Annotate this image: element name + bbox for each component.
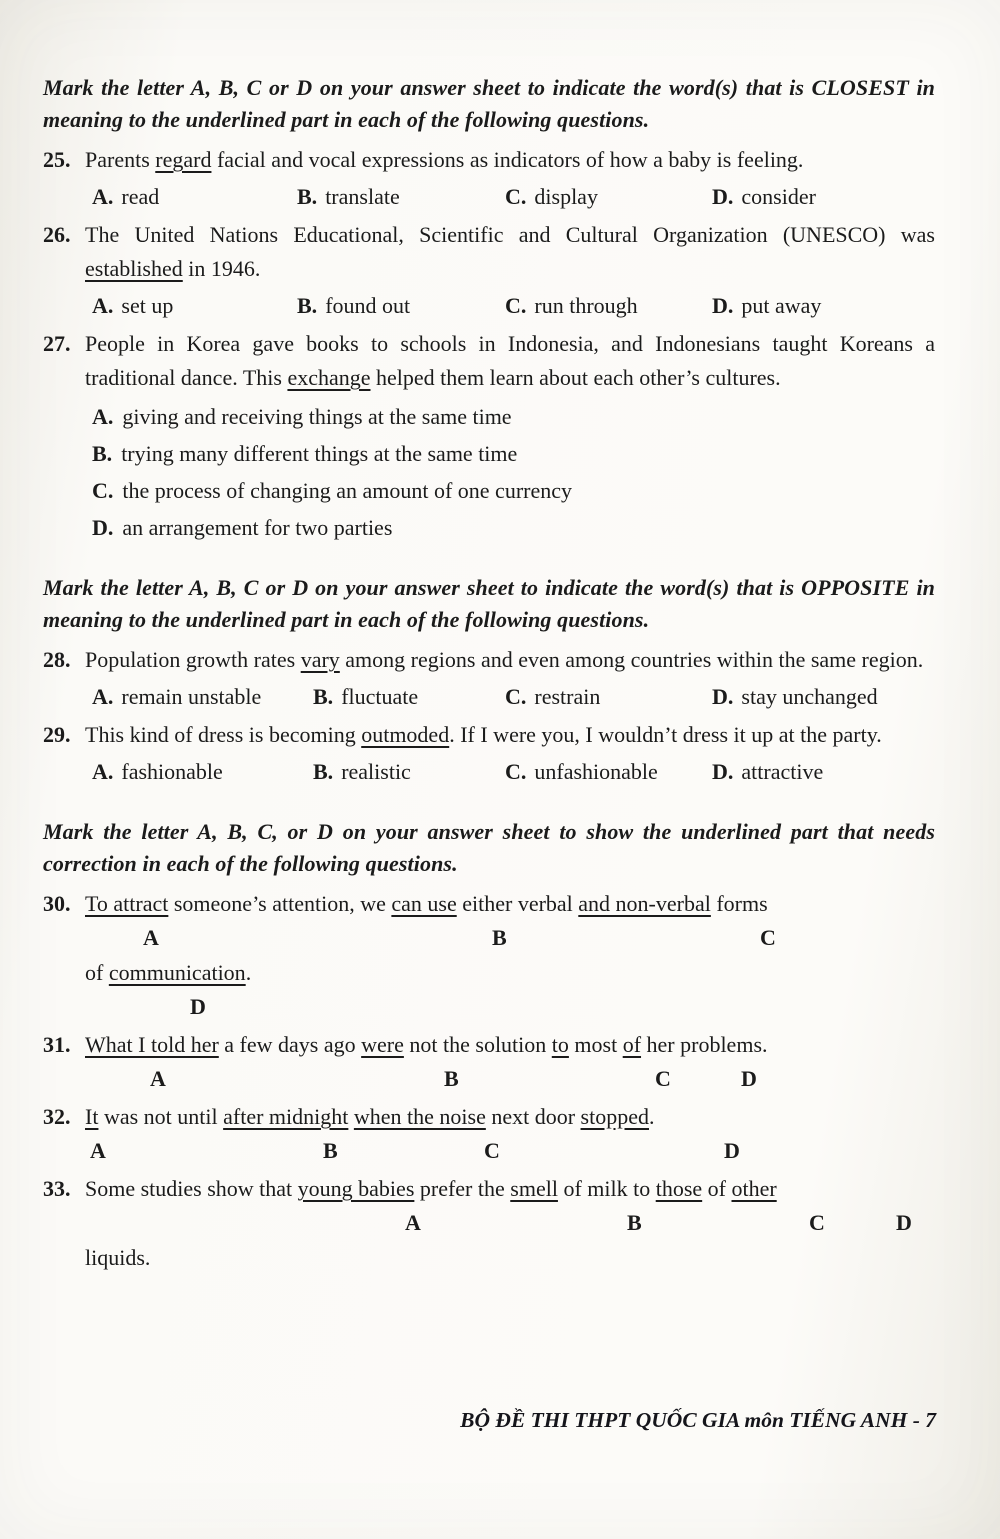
option-text-b: translate — [325, 184, 400, 209]
question-33-tail: liquids. — [85, 1245, 151, 1270]
marker-c: C — [809, 1210, 825, 1235]
option-text-c: display — [534, 184, 598, 209]
question-31-number: 31. — [43, 1032, 71, 1057]
underlined-text: What I told her — [85, 1032, 219, 1057]
underlined-text: regard — [155, 147, 212, 172]
underlined-text: to — [551, 1032, 569, 1057]
option-text-d: attractive — [741, 759, 824, 784]
marker-b: B — [627, 1210, 642, 1235]
text-segment: of — [702, 1176, 732, 1201]
question-29-option-a — [92, 755, 223, 789]
marker-b: B — [492, 925, 507, 950]
marker-a: A — [405, 1210, 421, 1235]
question-31 — [43, 1028, 935, 1097]
question-29-option-b — [313, 755, 411, 789]
marker-d: D — [190, 994, 206, 1019]
option-text-b: realistic — [341, 759, 411, 784]
text-segment: Population growth rates — [85, 647, 301, 672]
text-segment: Some studies show that — [85, 1176, 298, 1201]
text-segment: Parents — [85, 147, 156, 172]
marker-a: A — [150, 1066, 166, 1091]
underlined-text: outmoded — [361, 722, 450, 747]
text-segment: her problems. — [641, 1032, 768, 1057]
text-segment: prefer the — [414, 1176, 511, 1201]
section-opposite-instruction: Mark the letter A, B, C or D on your answer sheet to indicate the word(s) that is OPPOSITE in meaning to the underlined part in each of the following questions. — [43, 575, 935, 632]
question-29-option-c — [505, 755, 658, 789]
question-27-number: 27. — [43, 331, 71, 356]
section-correction — [43, 816, 935, 1275]
text-segment: was not until — [98, 1104, 224, 1129]
option-text-a: read — [121, 184, 160, 209]
question-28 — [43, 643, 935, 715]
question-27-option-d — [92, 509, 935, 546]
text-segment: either verbal — [456, 891, 579, 916]
question-28-option-b — [313, 680, 418, 714]
marker-d: D — [896, 1210, 912, 1235]
option-label-a: A. — [92, 404, 114, 429]
option-label-d: D. — [712, 759, 734, 784]
text-segment: This kind of dress is becoming — [85, 722, 362, 747]
question-25-option-b — [297, 180, 400, 214]
option-text-a: giving and receiving things at the same time — [122, 404, 512, 429]
option-label-b: B. — [92, 441, 113, 466]
section-opposite — [43, 572, 935, 790]
text-segment: among regions and even among countries within the same region. — [339, 647, 924, 672]
question-27-text — [85, 327, 935, 395]
question-32-number: 32. — [43, 1104, 71, 1129]
question-28-text — [85, 643, 935, 677]
underlined-text: smell — [510, 1176, 558, 1201]
marker-a: A — [143, 925, 159, 950]
marker-c: C — [760, 925, 776, 950]
text-segment: . — [649, 1104, 655, 1129]
question-30-markers-line2 — [85, 990, 935, 1025]
question-32 — [43, 1100, 935, 1169]
question-29-option-d — [712, 755, 823, 789]
question-33-markers — [85, 1206, 935, 1241]
question-29-number: 29. — [43, 722, 71, 747]
option-text-c: restrain — [534, 684, 601, 709]
text-segment: not the solution — [403, 1032, 552, 1057]
text-segment: . — [245, 960, 252, 985]
text-segment: helped them learn about each other’s cultures. — [370, 365, 781, 390]
option-label-d: D. — [712, 684, 734, 709]
question-27-option-b — [92, 435, 935, 472]
option-text-d: stay unchanged — [741, 684, 878, 709]
question-26-options — [85, 286, 935, 324]
text-segment: facial and vocal expressions as indicators of how a baby is feeling. — [211, 147, 804, 172]
question-27-option-c — [92, 472, 935, 509]
question-31-text — [85, 1028, 935, 1062]
underlined-text: established — [85, 256, 183, 281]
underlined-text: were — [361, 1032, 404, 1057]
underlined-text: To attract — [85, 891, 169, 916]
underlined-text: It — [85, 1104, 99, 1129]
underlined-text: vary — [300, 647, 340, 672]
text-segment: of — [85, 960, 109, 985]
text-segment: in 1946. — [182, 256, 261, 281]
question-26-text — [85, 218, 935, 286]
option-label-d: D. — [712, 293, 734, 318]
underlined-text: when the noise — [353, 1104, 486, 1129]
option-text-b: found out — [325, 293, 411, 318]
marker-b: B — [444, 1066, 459, 1091]
underlined-text: of — [622, 1032, 642, 1057]
option-text-c: run through — [534, 293, 638, 318]
question-28-options — [85, 677, 935, 715]
option-text-b: trying many different things at the same time — [121, 441, 518, 466]
question-30-number: 30. — [43, 891, 71, 916]
question-25-text — [85, 143, 935, 177]
option-text-d: put away — [741, 293, 822, 318]
option-label-b: B. — [297, 293, 318, 318]
text-segment: someone’s attention, we — [168, 891, 392, 916]
option-label-a: A. — [92, 759, 114, 784]
question-32-text — [85, 1100, 935, 1134]
question-27 — [43, 327, 935, 546]
marker-b: B — [323, 1138, 338, 1163]
question-27-option-a — [92, 398, 935, 435]
question-25-number: 25. — [43, 147, 71, 172]
underlined-text: those — [655, 1176, 703, 1201]
question-28-option-a — [92, 680, 261, 714]
underlined-text: and non-verbal — [578, 891, 711, 916]
marker-d: D — [724, 1138, 740, 1163]
question-25-option-c — [505, 180, 598, 214]
option-text-c: the process of changing an amount of one currency — [122, 478, 573, 503]
section-closest-instruction: Mark the letter A, B, C or D on your answer sheet to indicate the word(s) that is CLOSEST in meaning to the underlined part in each of the following questions. — [43, 75, 935, 132]
question-25-option-a — [92, 180, 159, 214]
marker-c: C — [484, 1138, 500, 1163]
page-footer: BỘ ĐỀ THI THPT QUỐC GIA môn TIẾNG ANH - 7 — [460, 1408, 936, 1432]
marker-c: C — [655, 1066, 671, 1091]
section-correction-instruction: Mark the letter A, B, C, or D on your answer sheet to show the underlined part that needs correction in each of the following questions. — [43, 819, 935, 876]
text-segment: a few days ago — [218, 1032, 362, 1057]
option-label-a: A. — [92, 184, 114, 209]
question-26-option-a — [92, 289, 173, 323]
underlined-text: young babies — [297, 1176, 415, 1201]
option-text-a: set up — [121, 293, 174, 318]
option-label-c: C. — [505, 184, 527, 209]
question-25 — [43, 143, 935, 215]
text-segment: The United Nations Educational, Scientific and Cultural Organization (UNESCO) was — [85, 222, 935, 247]
option-text-d: consider — [741, 184, 816, 209]
question-30-text — [85, 887, 935, 921]
text-segment: forms — [710, 891, 768, 916]
option-label-c: C. — [505, 759, 527, 784]
option-label-d: D. — [712, 184, 734, 209]
underlined-text: stopped — [580, 1104, 649, 1129]
question-27-options — [92, 398, 935, 546]
question-26 — [43, 218, 935, 324]
marker-d: D — [741, 1066, 757, 1091]
underlined-text: other — [731, 1176, 777, 1201]
option-label-d: D. — [92, 515, 114, 540]
question-30 — [43, 887, 935, 1025]
question-32-markers — [85, 1134, 935, 1169]
question-28-option-c — [505, 680, 600, 714]
question-31-markers — [85, 1062, 935, 1097]
question-26-option-b — [297, 289, 410, 323]
section-closest — [43, 72, 935, 546]
question-28-option-d — [712, 680, 878, 714]
question-26-option-c — [505, 289, 638, 323]
question-29-options — [85, 752, 935, 790]
text-segment: . If I were you, I wouldn’t dress it up at the party. — [449, 722, 882, 747]
option-label-c: C. — [505, 293, 527, 318]
option-label-b: B. — [297, 184, 318, 209]
question-26-number: 26. — [43, 222, 71, 247]
option-label-a: A. — [92, 293, 114, 318]
question-29 — [43, 718, 935, 790]
underlined-text: after midnight — [223, 1104, 349, 1129]
option-text-b: fluctuate — [341, 684, 419, 709]
question-30-text-line2 — [85, 956, 935, 990]
underlined-text: communication — [108, 960, 246, 985]
document-page — [43, 72, 935, 1278]
underlined-text: can use — [391, 891, 457, 916]
option-label-c: C. — [505, 684, 527, 709]
question-29-text — [85, 718, 935, 752]
underlined-text: exchange — [287, 365, 371, 390]
option-label-b: B. — [313, 759, 334, 784]
option-label-a: A. — [92, 684, 114, 709]
question-25-option-d — [712, 180, 816, 214]
marker-a: A — [90, 1138, 106, 1163]
text-segment: of milk to — [557, 1176, 656, 1201]
question-26-option-d — [712, 289, 821, 323]
option-text-a: fashionable — [121, 759, 223, 784]
question-33-text — [85, 1172, 935, 1206]
option-text-c: unfashionable — [534, 759, 658, 784]
option-label-b: B. — [313, 684, 334, 709]
option-text-d: an arrangement for two parties — [122, 515, 393, 540]
text-segment: most — [568, 1032, 623, 1057]
text-segment: next door — [485, 1104, 581, 1129]
question-28-number: 28. — [43, 647, 71, 672]
option-label-c: C. — [92, 478, 114, 503]
option-text-a: remain unstable — [121, 684, 262, 709]
question-33 — [43, 1172, 935, 1275]
text-segment: People in Korea gave books to schools in Indonesia, and Indonesians taught Koreans a traditional dance. This — [85, 331, 935, 390]
question-33-number: 33. — [43, 1176, 71, 1201]
question-25-options — [85, 177, 935, 215]
question-30-markers-line1 — [85, 921, 935, 956]
